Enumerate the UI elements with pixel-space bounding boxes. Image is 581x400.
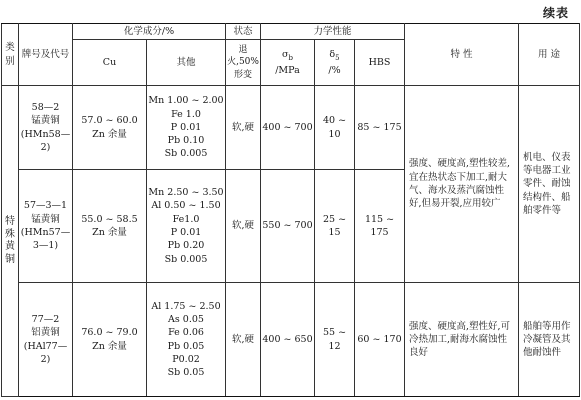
cu-cell: 55.0 ~ 58.5 Zn 余量 (73, 170, 147, 283)
usage-mn-brass: 机电、仪表等电器工业零件、耐蚀结构件、船舶零件等 (519, 86, 580, 283)
hbs-cell: 115 ~ 175 (355, 170, 405, 283)
sigma-b-unit: /MPa (275, 64, 300, 76)
cu-cell: 57.0 ~ 60.0 Zn 余量 (73, 86, 147, 170)
sigma-b-cell: 400 ~ 650 (261, 283, 315, 397)
header-hbs: HBS (355, 40, 405, 86)
header-mechanical: 力学性能 (261, 24, 405, 40)
other-elements-cell: Mn 1.00 ~ 2.00 Fe 1.0 P 0.01 Pb 0.10 Sb 0.005 (147, 86, 226, 170)
hbs-cell: 85 ~ 175 (355, 86, 405, 170)
sigma-b-cell: 400 ~ 700 (261, 86, 315, 170)
sigma-b-sub: b (288, 53, 293, 62)
header-delta5 (315, 40, 355, 86)
state-cell: 软,硬 (226, 283, 261, 397)
grade-cell: 77—2 铝黄铜 (HAl77—2) (19, 283, 73, 397)
state-cell: 软,硬 (226, 86, 261, 170)
delta5-cell: 40 ~ 10 (315, 86, 355, 170)
table-row (2, 86, 580, 170)
characteristics-mn-brass: 强度、硬度高,塑性较差,宜在热状态下加工,耐大气、海水及蒸汽腐蚀性好,但易开裂,应用较广 (405, 86, 519, 283)
usage-al-brass: 船舶等用作冷凝管及其他耐蚀件 (519, 283, 580, 397)
sigma-b-symbol: σ (282, 49, 289, 60)
grade-cell: 58—2 锰黄铜 (HMn58— 2) (19, 86, 73, 170)
continued-label: 续表 (542, 6, 569, 20)
sigma-b-cell: 550 ~ 700 (261, 170, 315, 283)
header-category: 类别 (2, 24, 19, 86)
header-state-sub: 退火,50%形变 (226, 40, 261, 86)
other-elements-cell: Al 1.75 ~ 2.50 As 0.05 Fe 0.06 Pb 0.05 P0.02 Sb 0.05 (147, 283, 226, 397)
characteristics-al-brass: 强度、硬度高,塑性好,可冷热加工,耐海水腐蚀性良好 (405, 283, 519, 397)
brass-spec-table (1, 23, 580, 397)
category-cell: 特殊黄铜 (2, 86, 19, 397)
grade-cell: 57—3—1 锰黄铜 (HMn57— 3—1) (19, 170, 73, 283)
delta5-cell: 25 ~ 15 (315, 170, 355, 283)
state-cell: 软,硬 (226, 170, 261, 283)
header-chemical: 化学成分/% (73, 24, 226, 40)
header-characteristics: 特 性 (405, 24, 519, 86)
header-cu: Cu (73, 40, 147, 86)
header-sigma-b (261, 40, 315, 86)
cu-cell: 76.0 ~ 79.0 Zn 余量 (73, 283, 147, 397)
header-state: 状态 (226, 24, 261, 40)
delta5-symbol: δ (329, 49, 336, 60)
delta5-sub: 5 (335, 53, 340, 62)
header-other: 其他 (147, 40, 226, 86)
other-elements-cell: Mn 2.50 ~ 3.50 Al 0.50 ~ 1.50 Fe1.0 P 0.01 Pb 0.20 Sb 0.005 (147, 170, 226, 283)
header-grade: 牌号及代号 (19, 24, 73, 86)
header-usage: 用 途 (519, 24, 580, 86)
hbs-cell: 60 ~ 170 (355, 283, 405, 397)
table-row (2, 283, 580, 397)
delta5-unit: /% (328, 64, 341, 76)
delta5-cell: 55 ~ 12 (315, 283, 355, 397)
